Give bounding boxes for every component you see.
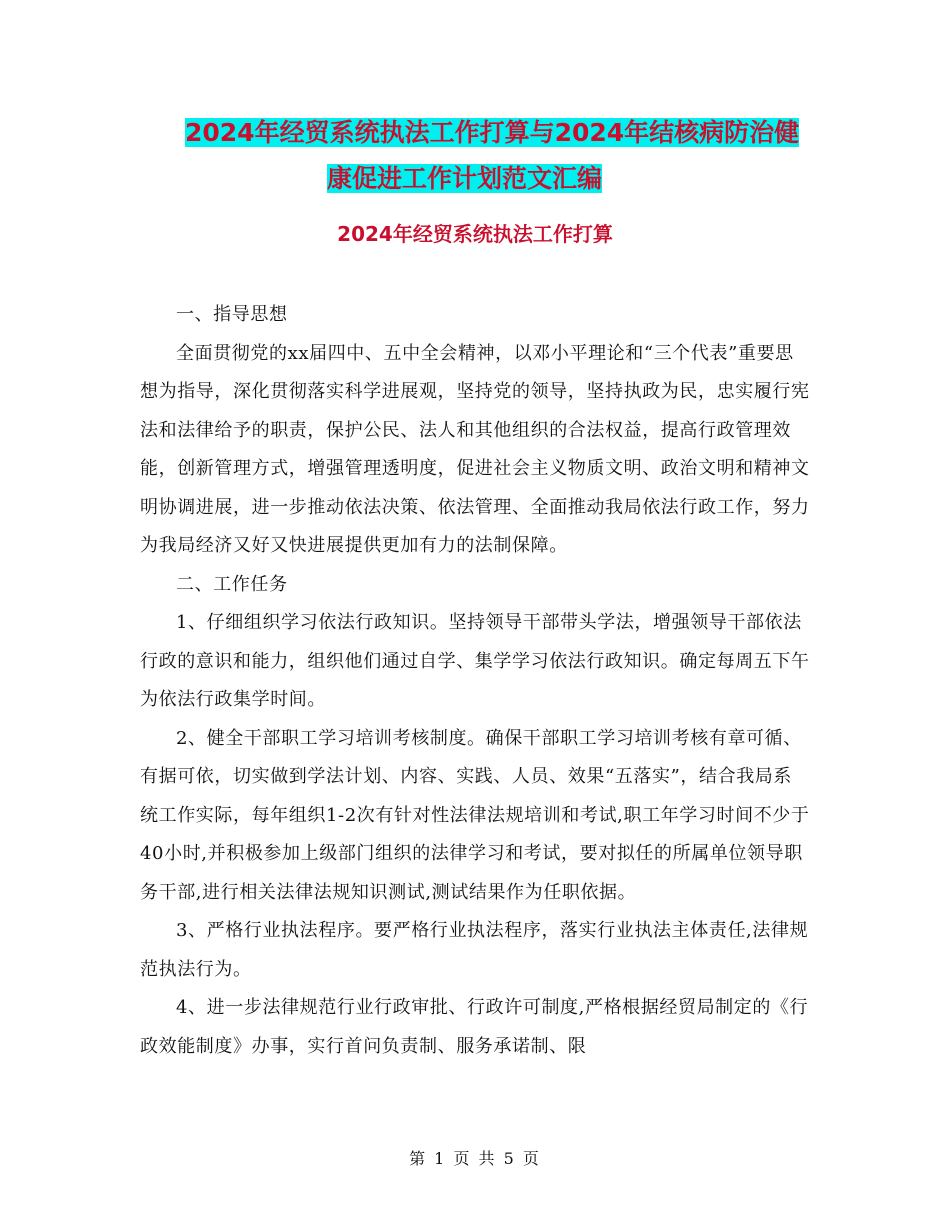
paragraph: 2、健全干部职工学习培训考核制度。确保干部职工学习培训考核有章可循、有据可依，切实做到学法计划、内容、实践、人员、效果“五落实”，结合我局系统工作实际，每年组织1-2次有针对性法律法规培训和考试,职工年学习时间不少于40小时,并积极参加上级部门组织的法律学习和考试，要对拟任的所属单位领导职务干部,进行相关法律法规知识测试,测试结果作为任职依据。 [140,727,810,903]
page-footer: 第 1 页 共 5 页 [409,1149,541,1168]
document-title-line [140,156,820,202]
document-title [140,110,820,202]
heading-work-tasks: 二、工作任务 [176,573,288,595]
title-highlight: 2024年经贸系统执法工作打算与2024年结核病防治健 [185,118,800,147]
title-highlight: 康促进工作计划范文汇编 [327,164,603,193]
paragraph: 1、仔细组织学习依法行政知识。坚持领导干部带头学法，增强领导干部依法行政的意识和能力，组织他们通过自学、集学学习依法行政知识。确定每周五下午为依法行政集学时间。 [140,612,810,710]
paragraph: 4、进一步法律规范行业行政审批、行政许可制度,严格根据经贸局制定的《行政效能制度》办事，实行首问负责制、服务承诺制、限 [140,997,809,1057]
document-title-line [140,110,820,156]
heading-guiding-ideology: 一、指导思想 [176,304,288,325]
section-title: 2024年经贸系统执法工作打算 [337,222,613,246]
paragraph: 3、严格行业执法程序。要严格行业执法程序，落实行业执法主体责任,法律规范执法行为。 [140,920,809,980]
paragraph: 全面贯彻党的xx届四中、五中全会精神，以邓小平理论和“三个代表”重要思想为指导，深化贯彻落实科学进展观，坚持党的领导，坚持执政为民，忠实履行宪法和法律给予的职责，保护公民、法人和其他组织的合法权益，提高行政管理效能，创新管理方式，增强管理透明度，促进社会主义物质文明、政治文明和精神文明协调进展，进一步推动依法决策、依法管理、全面推动我局依法行政工作，努力为我局经济又好又快进展提供更加有力的法制保障。 [140,342,810,556]
document-body [140,296,810,1066]
